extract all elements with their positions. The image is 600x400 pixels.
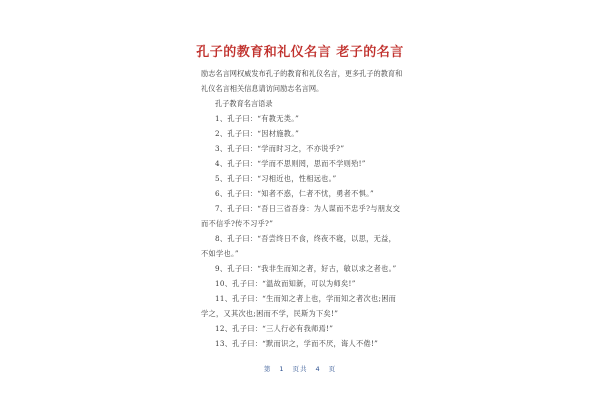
- quote-item: 13、孔子曰：“默而识之，学而不厌，诲人不倦!”: [215, 339, 379, 348]
- quote-item: 3、孔子曰：“学而时习之，不亦说乎?”: [215, 144, 345, 153]
- footer-total-pages: 4: [315, 365, 321, 373]
- document-body: [201, 66, 403, 351]
- page-footer: [0, 364, 600, 373]
- quote-item: 4、孔子曰：“学而不思则罔，思而不学则殆!”: [215, 159, 366, 168]
- quote-item: 8、孔子曰：“吾尝终日不食，终夜不寝，以思，无益，不如学也。”: [201, 234, 397, 258]
- quote-item: 5、孔子曰：“习相近也，性相远也。”: [215, 174, 337, 183]
- section-subheading: 孔子教育名言语录: [215, 99, 273, 108]
- footer-page-label: 第: [263, 365, 272, 373]
- quote-item: 10、孔子曰：“温故而知新，可以为师矣!”: [215, 279, 356, 288]
- quote-item: 9、孔子曰：“我非生而知之者，好古，敏以求之者也。”: [215, 264, 397, 273]
- footer-of-label: 页共: [292, 365, 308, 373]
- page-title: 孔子的教育和礼仪名言 老子的名言: [196, 45, 404, 60]
- quote-item: 1、孔子曰：“有教无类。”: [215, 114, 300, 123]
- footer-page-number: 1: [279, 365, 285, 373]
- quote-item: 12、孔子曰：“三人行必有我师焉!”: [215, 324, 334, 333]
- quote-item: 2、孔子曰：“因材施教。”: [215, 129, 300, 138]
- quote-item: 6、孔子曰：“知者不惑，仁者不忧，勇者不惧。”: [215, 189, 374, 198]
- quote-item: 11、孔子曰：“生而知之者上也，学而知之者次也;困而学之，又其次也;困而不学，民斯为下矣!”: [201, 294, 397, 318]
- intro-paragraph: 励志名言网权威发布孔子的教育和礼仪名言，更多孔子的教育和礼仪名言相关信息请访问励志名言网。: [201, 69, 403, 93]
- footer-unit: 页: [328, 365, 337, 373]
- quote-item: 7、孔子曰：“吾日三省吾身：为人谋而不忠乎?与朋友交而不信乎?传不习乎?”: [201, 204, 401, 228]
